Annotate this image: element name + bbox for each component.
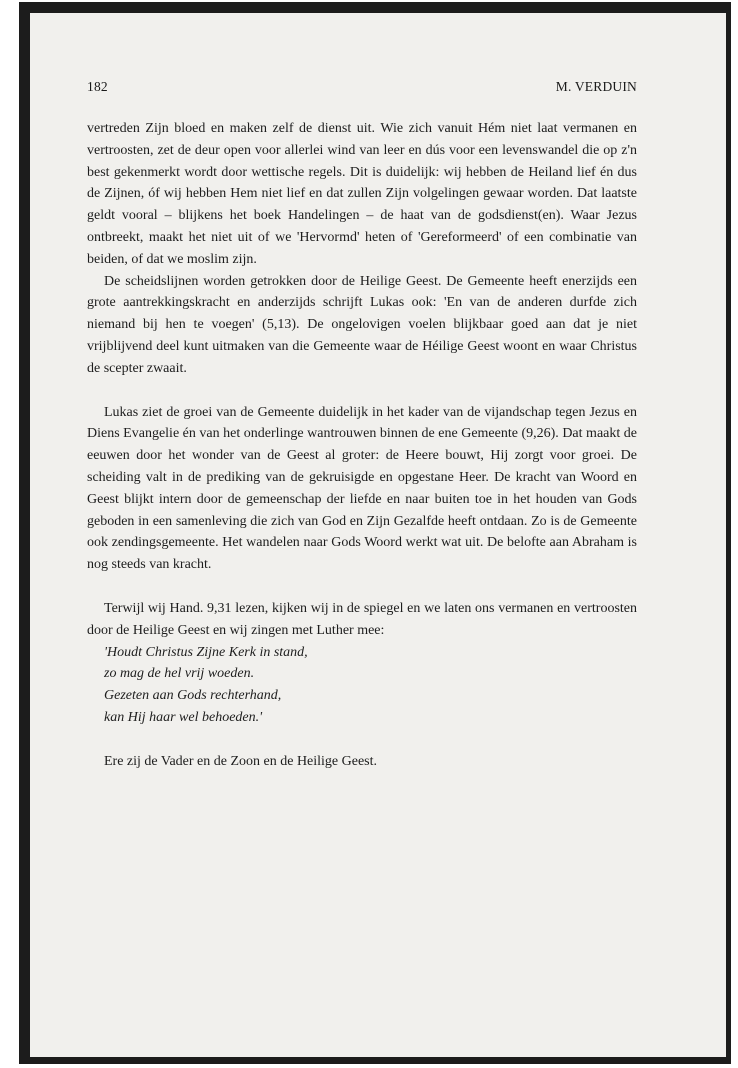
paragraph-2: De scheidslijnen worden getrokken door de Heilige Geest. De Gemeente heeft enerzijds een grote aantrekkingskracht en anderzijds schrijft Lukas ook: 'En van de anderen durfde zich niemand bij hen te voegen' (5,13). De ongelovigen voelen blijkbaar goed aan dat je niet vrijblijvend deel kunt uitmaken van die Gemeente waar de Héilige Geest woont en waar Christus de scepter zwaait. (87, 273, 637, 376)
page-number: 182 (87, 79, 108, 94)
body-text (87, 118, 637, 773)
poem-line: zo mag de hel vrij woeden. (104, 666, 255, 682)
poem-line: kan Hij haar wel behoeden.' (104, 709, 263, 725)
paragraph-1: vertreden Zijn bloed en maken zelf de dienst uit. Wie zich vanuit Hém niet laat vermanen en vertroosten, zet de deur open voor allerlei wind van leer en dús voor een levenswandel die op z'n best gekenmerkt wordt door wettische regels. Dit is duidelijk: wij hebben de Heiland lief én dus de Zijnen, óf wij hebben Hem niet lief en dat zullen Zijn volgelingen gewaar worden. Dat laatste geldt vooral – blijkens het boek Handelingen – de haat van de godsdienst(en). Waar Jezus ontbreekt, maakt het niet uit of we 'Hervormd' heten of 'Gereformeerd' of een combinatie van beiden, of dat we moslim zijn. (87, 121, 637, 267)
closing-doxology: Ere zij de Vader en de Zoon en de Heilige Geest. (104, 753, 378, 769)
paragraph-3: Lukas ziet de groei van de Gemeente duidelijk in het kader van de vijandschap tegen Jezus en Diens Evangelie én van het onderlinge wantrouwen binnen de ene Gemeente (9,26). Dat maakt de eeuwen door het wonder van de Geest al groter: de Heere bouwt, Hij zorgt voor groei. De scheiding valt in de prediking van de gekruisigde en opgestane Heer. De kracht van Woord en Geest blijkt intern door de gemeenschap der liefde en naar buiten toe in het houden van Gods geboden in een samenleving die zich van God en Zijn Gezalfde heeft ontdaan. Zo is de Gemeente ook zendingsgemeente. Het wandelen naar Gods Woord werkt wat uit. De belofte aan Abraham is nog steeds van kracht. (87, 404, 637, 573)
poem-line: Gezeten aan Gods rechterhand, (104, 688, 282, 704)
luther-hymn-quote (87, 642, 637, 729)
poem-line: 'Houdt Christus Zijne Kerk in stand, (104, 644, 308, 660)
paragraph-4: Terwijl wij Hand. 9,31 lezen, kijken wij in de spiegel en we laten ons vermanen en vertroosten door de Heilige Geest en wij zingen met Luther mee: (87, 600, 637, 638)
running-head-author: M. VERDUIN (555, 79, 637, 94)
